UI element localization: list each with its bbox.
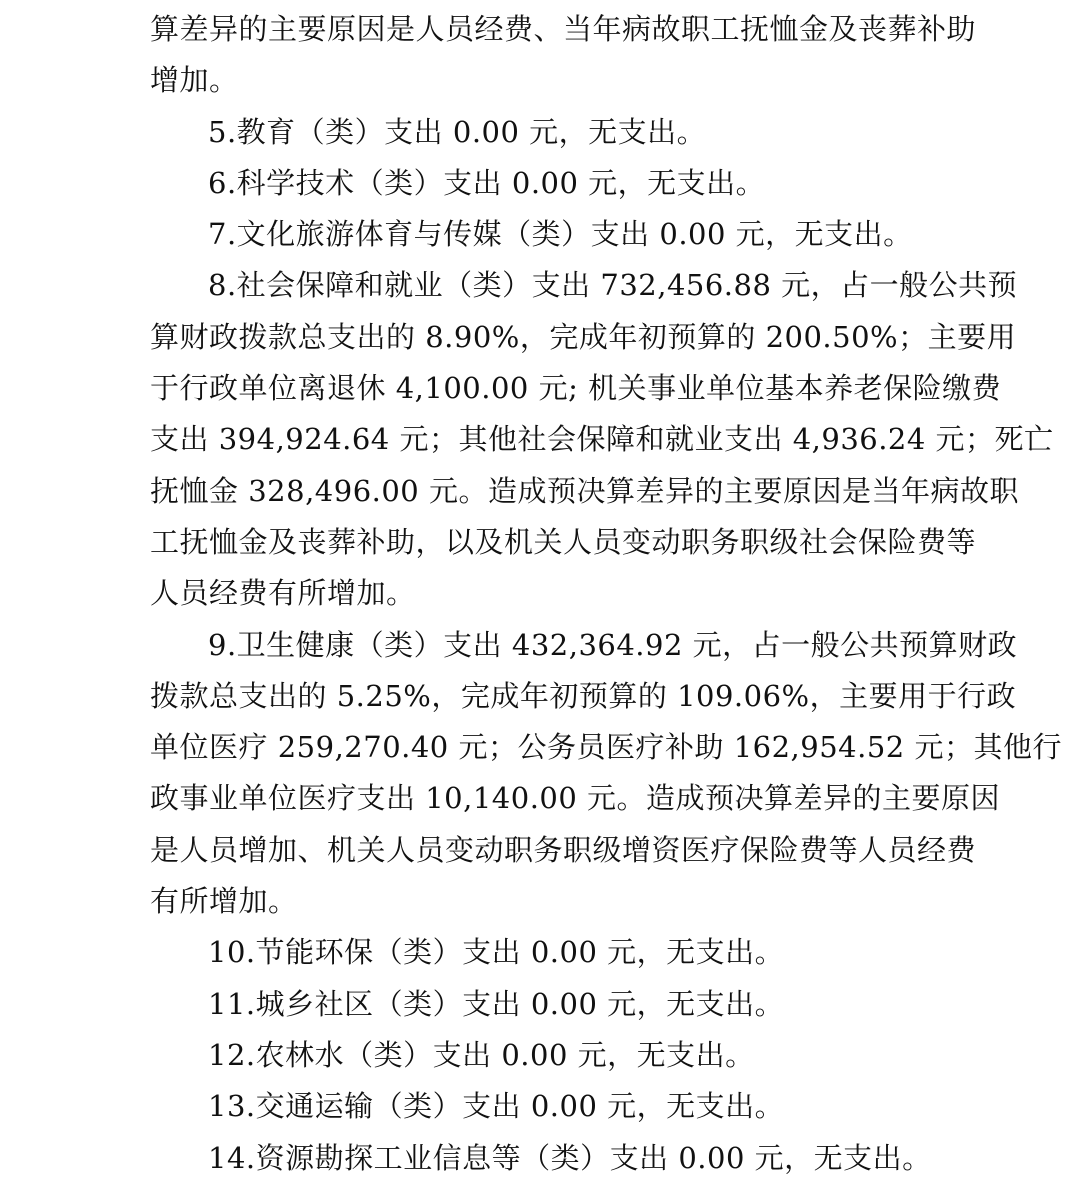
text-line: 6.科学技术（类）支出 0.00 元，无支出。 — [208, 165, 766, 200]
text-line: 8.社会保障和就业（类）支出 732,456.88 元，占一般公共预 — [208, 268, 1018, 303]
text-line: 12.农林水（类）支出 0.00 元，无支出。 — [208, 1037, 755, 1072]
text-line: 是人员增加、机关人员变动职务职级增资医疗保险费等人员经费 — [150, 832, 977, 867]
text-line: 抚恤金 328,496.00 元。造成预决算差异的主要原因是当年病故职 — [150, 473, 1019, 508]
text-line: 于行政单位离退休 4,100.00 元; 机关事业单位基本养老保险缴费 — [150, 371, 1002, 406]
text-line: 13.交通运输（类）支出 0.00 元，无支出。 — [208, 1089, 785, 1124]
text-line: 工抚恤金及丧葬补助，以及机关人员变动职务职级社会保险费等 — [150, 524, 977, 559]
text-line: 政事业单位医疗支出 10,140.00 元。造成预决算差异的主要原因 — [150, 781, 1001, 816]
text-line: 11.城乡社区（类）支出 0.00 元，无支出。 — [208, 986, 785, 1021]
text-line: 增加。 — [150, 63, 239, 98]
text-line: 人员经费有所增加。 — [150, 576, 416, 611]
text-line: 算财政拨款总支出的 8.90%，完成年初预算的 200.50%；主要用 — [150, 319, 1017, 354]
text-line: 有所增加。 — [150, 884, 298, 919]
text-line: 7.文化旅游体育与传媒（类）支出 0.00 元，无支出。 — [208, 217, 913, 252]
text-line: 5.教育（类）支出 0.00 元，无支出。 — [208, 114, 707, 149]
text-line: 14.资源勘探工业信息等（类）支出 0.00 元，无支出。 — [208, 1140, 932, 1175]
text-line: 拨款总支出的 5.25%，完成年初预算的 109.06%，主要用于行政 — [150, 678, 1017, 713]
text-line: 支出 394,924.64 元；其他社会保障和就业支出 4,936.24 元；死亡 — [150, 422, 1054, 457]
text-line: 10.节能环保（类）支出 0.00 元，无支出。 — [208, 935, 785, 970]
text-line: 9.卫生健康（类）支出 432,364.92 元，占一般公共预算财政 — [208, 627, 1018, 662]
text-line: 算差异的主要原因是人员经费、当年病故职工抚恤金及丧葬补助 — [150, 12, 977, 46]
text-line: 单位医疗 259,270.40 元；公务员医疗补助 162,954.52 元；其他行 — [150, 730, 1062, 765]
document-body — [150, 4, 1062, 1184]
